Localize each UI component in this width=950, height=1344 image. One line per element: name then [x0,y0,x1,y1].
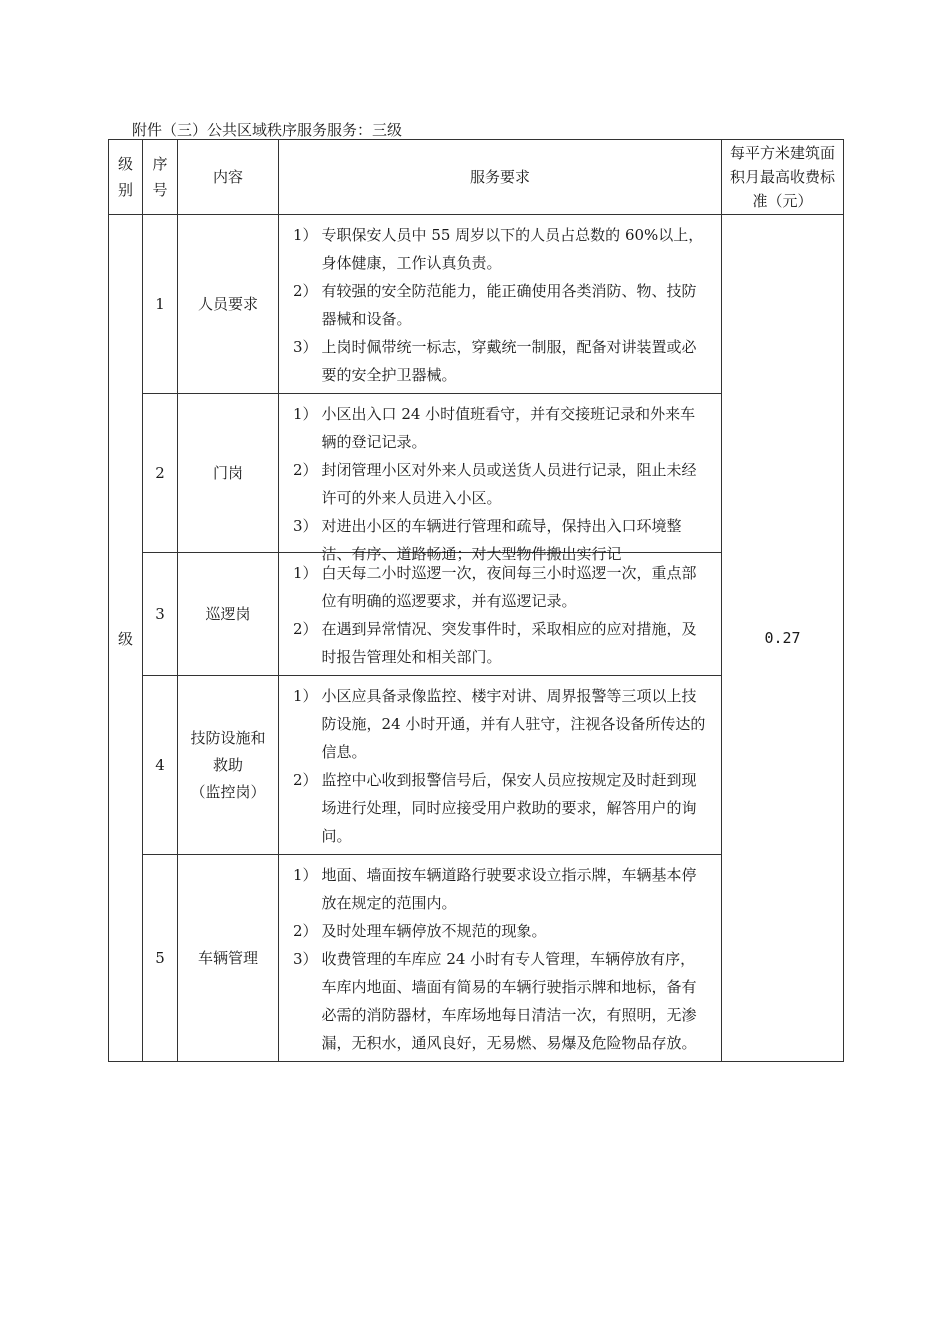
requirement-item [293,333,709,389]
requirement-item [293,945,709,1057]
requirement-item [293,615,709,671]
requirement-item-text: 监控中心收到报警信号后，保安人员应按规定及时赶到现场进行处理，同时应接受用户救助的要求，解答用户的询问。 [321,771,697,845]
requirement-item-text: 封闭管理小区对外来人员或送货人员进行记录，阻止未经许可的外来人员进入小区。 [321,461,697,507]
header-level [109,140,143,215]
requirement-item-number: 1） [293,405,318,423]
table-caption: 附件（三）公共区域秩序服务服务：三级 [132,121,403,139]
header-seq-text: 序 号 [152,155,168,199]
requirement-item-number: 2） [293,922,318,940]
header-fee [722,140,844,215]
header-content-text: 内容 [212,168,243,186]
header-seq [143,140,178,215]
requirement-cell [279,553,722,676]
requirement-item [293,682,709,766]
requirement-item-text: 对进出小区的车辆进行管理和疏导，保持出入口环境整洁、有序、道路畅通；对大型物件搬出实行记 [321,517,682,563]
seq-cell: 1 [143,215,178,394]
header-level-text: 级 别 [117,155,133,199]
content-cell: 巡逻岗 [178,553,279,676]
seq-cell: 2 [143,394,178,553]
requirement-item-number: 3） [293,338,318,356]
level-cell: 级 [109,215,143,1062]
requirement-item-number: 1） [293,866,318,884]
requirement-item-text: 白天每二小时巡逻一次，夜间每三小时巡逻一次，重点部位有明确的巡逻要求，并有巡逻记录。 [321,564,697,610]
content-cell: 车辆管理 [178,855,279,1062]
content-cell: 技防设施和 救助 （监控岗） [178,676,279,855]
requirement-item-text: 收费管理的车库应 24 小时有专人管理，车辆停放有序，车库内地面、墙面有简易的车辆行驶指示牌和地标，备有必需的消防器材，车库场地每日清洁一次，有照明，无渗漏，无积水，通风良好，无易燃、易爆及危险物品存放。 [321,950,697,1052]
requirement-item-number: 3） [293,517,318,535]
requirement-item-number: 3） [293,950,318,968]
requirement-item-number: 2） [293,461,318,479]
requirement-item-text: 专职保安人员中 55 周岁以下的人员占总数的 60%以上，身体健康，工作认真负责。 [321,226,704,272]
requirement-item-text: 上岗时佩带统一标志，穿戴统一制服，配备对讲装置或必要的安全护卫器械。 [321,338,697,384]
header-requirement [279,140,722,215]
requirement-item-number: 1） [293,687,318,705]
seq-cell: 3 [143,553,178,676]
requirement-item-text: 及时处理车辆停放不规范的现象。 [321,922,547,940]
fee-cell: 0.27 [722,215,844,1062]
requirement-cell [279,676,722,855]
requirement-cell [279,855,722,1062]
requirement-item-number: 1） [293,564,318,582]
header-content [178,140,279,215]
requirement-item-number: 2） [293,282,318,300]
seq-cell: 4 [143,676,178,855]
requirement-item-text: 小区出入口 24 小时值班看守，并有交接班记录和外来车辆的登记记录。 [321,405,696,451]
requirement-item-number: 2） [293,771,318,789]
requirement-item [293,221,709,277]
table-header-row [109,140,844,215]
requirement-item [293,917,709,945]
requirement-item [293,559,709,615]
requirement-item [293,456,709,512]
requirement-item-text: 有较强的安全防范能力，能正确使用各类消防、物、技防器械和设备。 [321,282,697,328]
table-row [109,215,844,394]
requirement-item [293,766,709,850]
requirement-cell [279,394,722,563]
requirement-item-text: 地面、墙面按车辆道路行驶要求设立指示牌，车辆基本停放在规定的范围内。 [321,866,697,912]
header-requirement-text: 服务要求 [469,168,530,186]
requirement-item [293,861,709,917]
requirement-item [293,400,709,456]
requirement-item-number: 1） [293,226,318,244]
requirement-item-number: 2） [293,620,318,638]
content-cell: 门岗 [178,394,279,553]
content-cell: 人员要求 [178,215,279,394]
seq-cell: 5 [143,855,178,1062]
requirement-cell [279,215,722,394]
requirement-item-text: 在遇到异常情况、突发事件时，采取相应的应对措施，及时报告管理处和相关部门。 [321,620,697,666]
requirement-item [293,277,709,333]
requirement-item-text: 小区应具备录像监控、楼宇对讲、周界报警等三项以上技防设施，24 小时开通，并有人驻守，注视各设备所传达的信息。 [321,687,706,761]
service-standard-table [108,139,844,1062]
table-body [109,215,844,1062]
header-fee-text: 每平方米建筑面积月最高收费标准（元） [729,144,835,210]
